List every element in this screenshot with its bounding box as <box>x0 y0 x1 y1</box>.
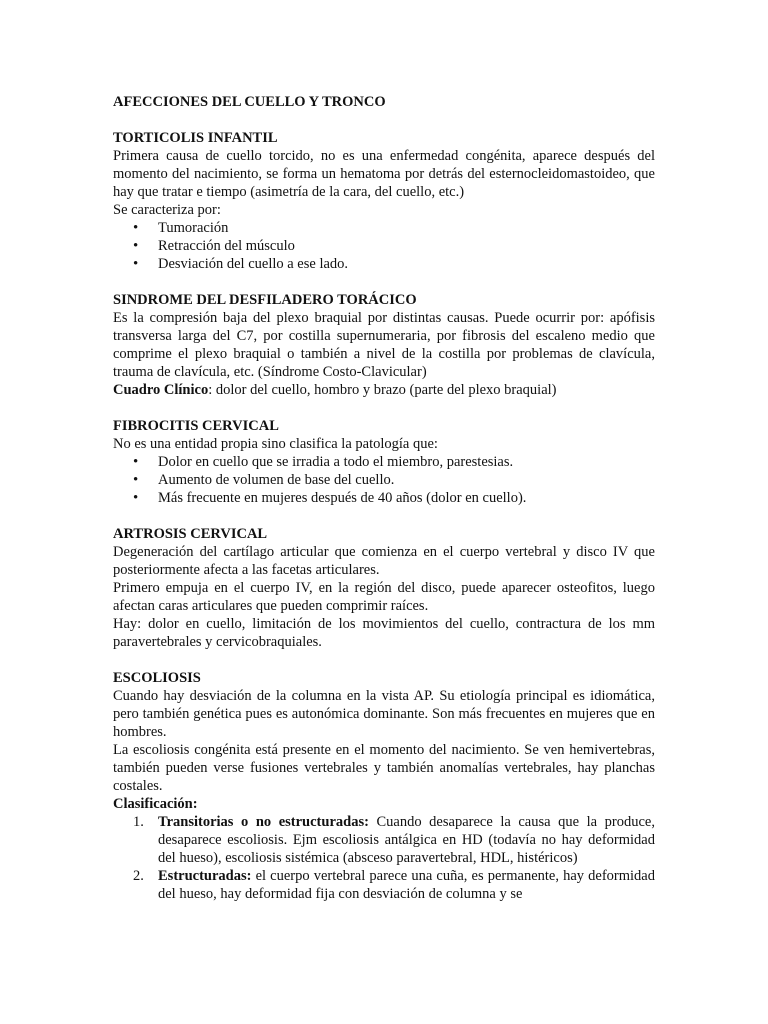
document-page <box>113 93 655 903</box>
clinical-text: : dolor del cuello, hombro y brazo (parte del plexo braquial) <box>208 382 557 398</box>
torticolis-paragraph: Primera causa de cuello torcido, no es una enfermedad congénita, aparece después del momento del nacimiento, se forma un hematoma por detrás del esternocleidomastoideo, que hay que tratar e tiempo (asimetría de la cara, del cuello, etc.) <box>113 148 655 200</box>
fibrocitis-intro: No es una entidad propia sino clasifica la patología que: <box>113 436 438 452</box>
escoliosis-paragraph-2: La escoliosis congénita está presente en el momento del nacimiento. Se ven hemivertebras, también pueden verse fusiones vertebrales y también anomalías vertebrales, hay planchas costales. <box>113 742 655 794</box>
clinical-label: Cuadro Clínico <box>113 382 209 398</box>
classification-list <box>113 813 655 903</box>
list-item <box>133 813 655 867</box>
document-title: AFECCIONES DEL CUELLO Y TRONCO <box>113 94 386 110</box>
artrosis-paragraph-3: Hay: dolor en cuello, limitación de los movimientos del cuello, contractura de los mm paravertebrales y cervicobraquiales. <box>113 616 655 650</box>
list-item: • Más frecuente en mujeres después de 40 años (dolor en cuello). <box>158 489 655 507</box>
classification-label: Clasificación: <box>113 796 198 812</box>
fibrocitis-list <box>113 453 655 507</box>
list-item: • Desviación del cuello a ese lado. <box>158 255 655 273</box>
list-item <box>133 867 655 903</box>
artrosis-paragraph-2: Primero empuja en el cuerpo IV, en la región del disco, puede aparecer osteofitos, luego afectan caras articulares que pueden comprimir raíces. <box>113 580 655 614</box>
artrosis-paragraph-1: Degeneración del cartílago articular que comienza en el cuerpo vertebral y disco IV que posteriormente afecta a las facetas articulares. <box>113 544 655 578</box>
item-number: 2. <box>133 868 144 884</box>
torticolis-intro: Se caracteriza por: <box>113 202 221 218</box>
section-heading-fibrocitis: FIBROCITIS CERVICAL <box>113 418 279 434</box>
section-heading-escoliosis: ESCOLIOSIS <box>113 670 201 686</box>
list-item: • Retracción del músculo <box>158 237 655 255</box>
section-heading-artrosis: ARTROSIS CERVICAL <box>113 526 268 542</box>
item-label: Estructuradas: <box>158 868 252 884</box>
desfiladero-clinical <box>113 381 655 399</box>
section-heading-torticolis: TORTICOLIS INFANTIL <box>113 130 278 146</box>
section-heading-desfiladero: SINDROME DEL DESFILADERO TORÁCICO <box>113 292 417 308</box>
item-text: Cuando desaparece la causa que la produce, desaparece escoliosis. Ejm escoliosis antálgica en HD (todavía no hay deformidad del hueso), escoliosis sistémica (absceso paravertebral, HDL, histéricos) <box>158 814 655 866</box>
item-label: Transitorias o no estructuradas: <box>158 814 369 830</box>
item-number: 1. <box>133 814 144 830</box>
desfiladero-paragraph: Es la compresión baja del plexo braquial por distintas causas. Puede ocurrir por: apófisis transversa larga del C7, por costilla supernumeraria, por fibrosis del escaleno medio que comprime el plexo braquial o también a nivel de la costilla por problemas de clavícula, trauma de clavícula, etc. (Síndrome Costo-Clavicular) <box>113 310 655 380</box>
list-item: • Dolor en cuello que se irradia a todo el miembro, parestesias. <box>158 453 655 471</box>
list-item: • Tumoración <box>158 219 655 237</box>
item-text: el cuerpo vertebral parece una cuña, es permanente, hay deformidad del hueso, hay deformidad fija con desviación de columna y se <box>158 868 655 902</box>
list-item: • Aumento de volumen de base del cuello. <box>158 471 655 489</box>
torticolis-list <box>113 219 655 273</box>
escoliosis-paragraph-1: Cuando hay desviación de la columna en la vista AP. Su etiología principal es idiomática, pero también genética pues es autonómica dominante. Son más frecuentes en mujeres que en hombres. <box>113 688 655 740</box>
